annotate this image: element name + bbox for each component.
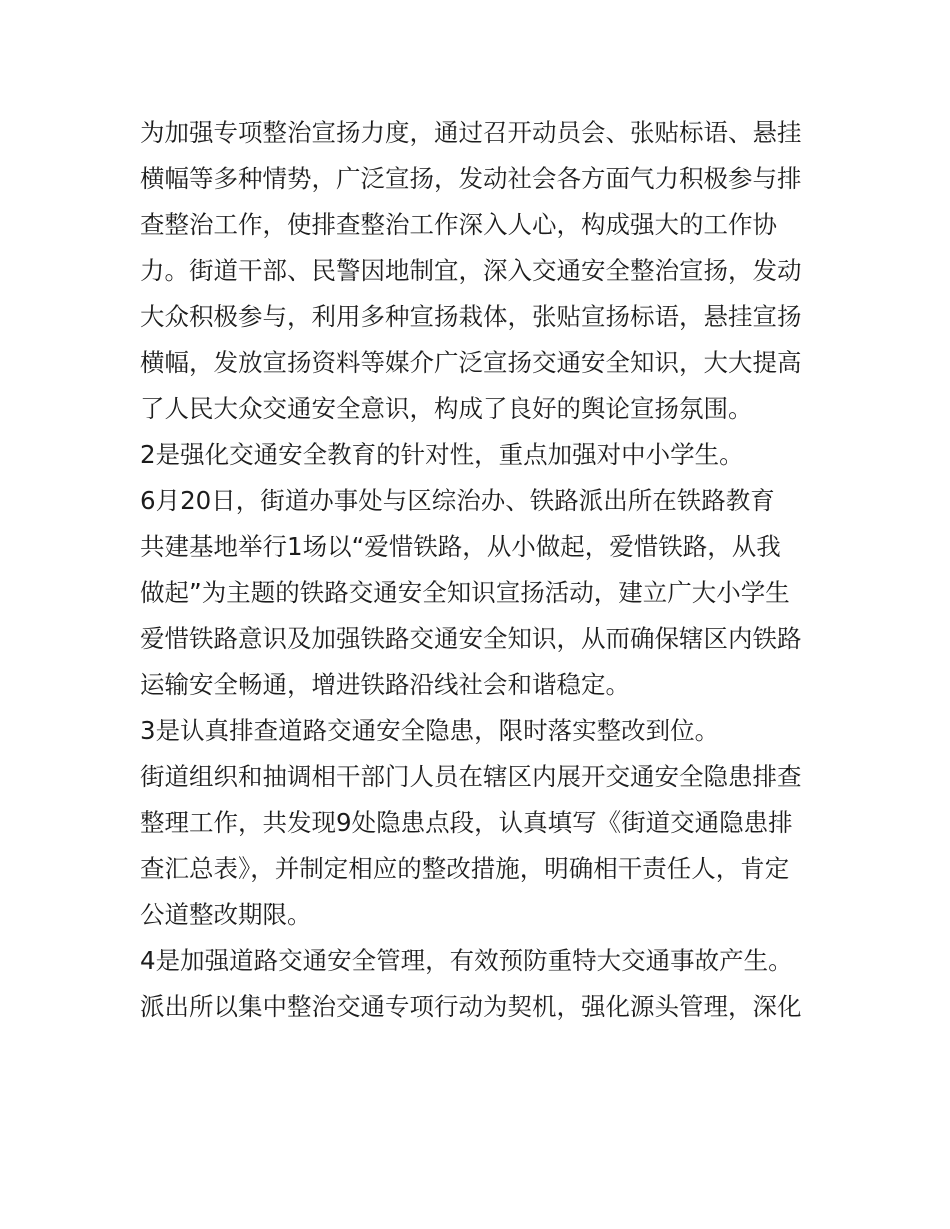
text-line: 派出所以集中整治交通专项行动为契机，强化源头管理，深化 [140,992,802,1021]
text-line: 运输安全畅通，增进铁路沿线社会和谐稳定。 [140,670,630,699]
text-line: 做起”为主题的铁路交通安全知识宣扬活动，建立广大小学生 [140,578,790,607]
section-heading-4: 4是加强道路交通安全管理，有效预防重特大交通事故产生。 [140,946,793,975]
text-line: 6月20日，街道办事处与区综治办、铁路派出所在铁路教育 [140,486,775,515]
text-line: 爱惜铁路意识及加强铁路交通安全知识，从而确保辖区内铁路 [140,624,802,653]
text-line: 查汇总表》，并制定相应的整改措施，明确相干责任人，肯定 [140,854,790,883]
text-line: 共建基地举行1场以“爱惜铁路，从小做起，爱惜铁路，从我 [140,532,781,561]
text-line: 公道整改期限。 [140,900,312,929]
text-line: 横幅，发放宣扬资料等媒介广泛宣扬交通安全知识，大大提高 [140,348,802,377]
text-line: 大众积极参与，利用多种宣扬栽体，张贴宣扬标语，悬挂宣扬 [140,302,802,331]
text-line: 查整治工作，使排查整治工作深入人心，构成强大的工作协 [140,210,777,239]
text-line: 为加强专项整治宣扬力度，通过召开动员会、张贴标语、悬挂 [140,118,802,147]
text-line: 横幅等多种情势，广泛宣扬，发动社会各方面气力积极参与排 [140,164,802,193]
text-line: 整理工作，共发现9处隐患点段，认真填写《街道交通隐患排 [140,808,793,837]
text-line: 街道组织和抽调相干部门人员在辖区内展开交通安全隐患排查 [140,762,802,791]
text-line: 力。街道干部、民警因地制宜，深入交通安全整治宣扬，发动 [140,256,802,285]
section-heading-3: 3是认真排查道路交通安全隐患，限时落实整改到位。 [140,716,720,745]
body-text [140,110,820,1030]
text-line: 了人民大众交通安全意识，构成了良好的舆论宣扬氛围。 [140,394,753,423]
section-heading-2: 2是强化交通安全教育的针对性，重点加强对中小学生。 [140,440,744,469]
